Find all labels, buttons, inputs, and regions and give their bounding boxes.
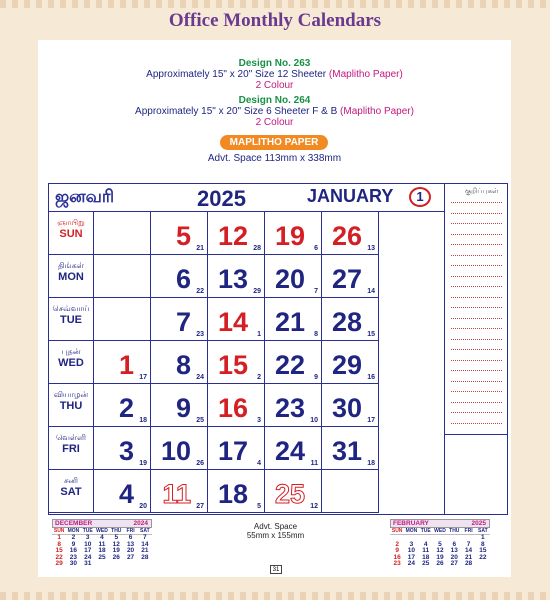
tamil-date-number: 22 xyxy=(196,288,204,295)
date-cell-19 xyxy=(265,212,322,255)
note-line xyxy=(451,412,502,413)
date-cell-10 xyxy=(151,427,208,470)
date-cell-23 xyxy=(265,384,322,427)
date-cell-5 xyxy=(151,212,208,255)
date-number: 7 xyxy=(175,307,191,337)
mini-date: 23 xyxy=(393,560,401,567)
tamil-date-number: 28 xyxy=(253,245,261,252)
note-line xyxy=(451,276,502,277)
mini-date: 18 xyxy=(98,547,106,554)
date-number: 12 xyxy=(217,221,248,251)
date-cell-30 xyxy=(322,384,379,427)
note-line xyxy=(451,234,502,235)
date-cell-empty xyxy=(322,470,379,513)
weekday-tamil: புதன் xyxy=(61,347,81,356)
mini-date xyxy=(109,561,123,568)
mini-date: 28 xyxy=(464,560,473,567)
lace-border-top xyxy=(0,0,550,8)
date-number: 8 xyxy=(175,350,191,380)
page-number: 31 xyxy=(270,565,282,574)
mini-day-header: SUN xyxy=(53,528,65,534)
note-line xyxy=(451,286,502,287)
date-cell-13 xyxy=(208,255,265,298)
mini-date: 7 xyxy=(466,540,471,548)
note-line xyxy=(451,349,502,350)
note-line xyxy=(451,328,502,329)
mini-date: 22 xyxy=(479,553,487,561)
weekday-tamil: செவ்வாய் xyxy=(52,304,90,313)
note-line xyxy=(451,423,502,424)
note-line xyxy=(451,213,502,214)
tamil-date-number: 17 xyxy=(139,374,147,381)
note-line xyxy=(451,391,502,392)
mini-date: 26 xyxy=(112,553,120,561)
mini-day-header: MON xyxy=(67,528,80,534)
date-number: 20 xyxy=(274,264,305,294)
design-264-spec: Approximately 15" x 20" Size 6 Sheeter F & B (Maplitho Paper) xyxy=(135,106,414,117)
mini-date: 1 xyxy=(481,534,485,541)
mini-date: 10 xyxy=(407,547,416,554)
mini-date: 19 xyxy=(112,547,120,554)
note-line xyxy=(451,402,502,403)
date-cell-21 xyxy=(265,298,322,341)
mini-date xyxy=(138,561,152,568)
mini-date xyxy=(95,561,109,568)
tamil-date-number: 18 xyxy=(367,460,375,467)
mini-date: 6 xyxy=(128,534,133,541)
note-line xyxy=(451,223,502,224)
date-cell-31 xyxy=(322,427,379,470)
tamil-date-number: 19 xyxy=(139,460,147,467)
mini-date: 16 xyxy=(393,553,401,561)
date-number: 24 xyxy=(274,436,305,466)
tamil-date-number: 4 xyxy=(257,460,261,467)
mini-date: 17 xyxy=(407,553,416,561)
date-cell-1 xyxy=(94,341,151,384)
date-cell-28 xyxy=(322,298,379,341)
tamil-date-number: 17 xyxy=(367,417,375,424)
mini-date: 19 xyxy=(436,553,444,561)
date-cell-8 xyxy=(151,341,208,384)
tamil-date-number: 26 xyxy=(196,460,204,467)
mini-date: 12 xyxy=(436,547,444,554)
mini-dec-year: 2024 xyxy=(133,520,148,527)
date-cell-15 xyxy=(208,341,265,384)
note-line xyxy=(451,255,502,256)
mini-date: 13 xyxy=(450,547,458,554)
lace-border-bottom xyxy=(0,592,550,600)
mini-date: 9 xyxy=(71,540,76,548)
mini-date: 17 xyxy=(84,547,92,554)
mini-feb-title: FEBRUARY xyxy=(393,520,429,527)
mini-date: 5 xyxy=(114,534,119,541)
date-number: 10 xyxy=(160,436,191,466)
date-number: 1 xyxy=(118,350,134,380)
mini-date: 24 xyxy=(84,553,92,561)
weekday-tamil: ஞாயிறு xyxy=(57,218,85,227)
mini-date: 22 xyxy=(55,553,63,561)
date-cell-12 xyxy=(208,212,265,255)
mini-calendar-february xyxy=(390,519,490,569)
mini-feb-year: 2025 xyxy=(471,520,486,527)
mini-date: 25 xyxy=(98,553,106,561)
date-cell-empty xyxy=(94,212,151,255)
mini-date: 20 xyxy=(126,547,135,554)
date-cell-4 xyxy=(94,470,151,513)
date-number: 3 xyxy=(118,436,134,466)
date-number: 9 xyxy=(175,393,191,423)
note-line xyxy=(451,318,502,319)
mini-day-header: SUN xyxy=(391,528,403,534)
tamil-date-number: 16 xyxy=(367,374,375,381)
date-number: 25 xyxy=(274,479,305,509)
note-line xyxy=(451,307,502,308)
mini-day-header: FRI xyxy=(126,528,135,534)
date-cell-18 xyxy=(208,470,265,513)
festival-list-panel xyxy=(444,434,507,514)
mini-date: 18 xyxy=(422,553,430,561)
weekday-tamil: திங்கள் xyxy=(58,261,84,270)
weekday-english: MON xyxy=(58,271,84,283)
tamil-date-number: 5 xyxy=(257,503,261,510)
date-number: 23 xyxy=(274,393,305,423)
date-number: 16 xyxy=(217,393,248,423)
date-number: 28 xyxy=(331,307,362,337)
mini-day-header: TUE xyxy=(420,528,431,534)
january-calendar xyxy=(48,183,508,515)
date-cell-29 xyxy=(322,341,379,384)
tamil-date-number: 25 xyxy=(196,417,204,424)
date-cell-7 xyxy=(151,298,208,341)
notes-title: குறிப்புகள் xyxy=(465,188,499,195)
weekday-english: THU xyxy=(59,400,83,412)
mini-date: 4 xyxy=(423,540,428,548)
date-number: 19 xyxy=(274,221,305,251)
tamil-date-number: 9 xyxy=(314,374,318,381)
mini-date: 24 xyxy=(407,560,416,567)
mini-date: 14 xyxy=(464,547,473,554)
date-number: 14 xyxy=(217,307,248,337)
design-264-colour: 2 Colour xyxy=(255,117,294,128)
weekday-english: SAT xyxy=(60,486,82,498)
date-cell-22 xyxy=(265,341,322,384)
mini-date: 26 xyxy=(436,560,444,567)
date-number: 4 xyxy=(118,479,134,509)
mini-date: 9 xyxy=(395,547,399,554)
mini-date: 2 xyxy=(71,534,76,541)
date-number: 13 xyxy=(217,264,248,294)
advt-box-line1: Advt. Space xyxy=(253,522,298,531)
note-line xyxy=(451,265,502,266)
tamil-date-number: 23 xyxy=(196,331,204,338)
mini-date: 13 xyxy=(126,540,135,548)
mini-date: 20 xyxy=(450,553,458,561)
mini-day-header: SAT xyxy=(140,528,150,534)
date-number: 17 xyxy=(217,436,248,466)
note-line xyxy=(451,360,502,361)
date-cell-25 xyxy=(265,470,322,513)
tamil-date-number: 27 xyxy=(196,503,204,510)
note-line xyxy=(451,381,502,382)
tamil-date-number: 14 xyxy=(367,288,375,295)
mini-dec-title: DECEMBER xyxy=(55,520,93,527)
mini-date: 11 xyxy=(422,547,430,554)
date-cell-17 xyxy=(208,427,265,470)
month-header xyxy=(49,184,444,212)
mini-date: 15 xyxy=(479,547,487,554)
tamil-date-number: 6 xyxy=(314,245,318,252)
weekday-english: WED xyxy=(58,357,84,369)
design-264-label: Design No. 264 xyxy=(238,95,311,106)
date-number: 26 xyxy=(331,221,362,251)
date-number: 18 xyxy=(217,479,248,509)
tamil-date-number: 24 xyxy=(196,374,204,381)
tamil-date-number: 7 xyxy=(314,288,318,295)
mini-date: 16 xyxy=(69,547,78,554)
date-number: 15 xyxy=(217,350,248,380)
tamil-date-number: 18 xyxy=(139,417,147,424)
mini-day-header: WED xyxy=(434,528,446,534)
date-cell-14 xyxy=(208,298,265,341)
date-cell-3 xyxy=(94,427,151,470)
mini-day-header: THU xyxy=(111,528,122,534)
year-label: 2025 xyxy=(197,186,246,211)
mini-date: 2 xyxy=(395,540,399,548)
mini-date: 8 xyxy=(481,540,485,548)
tamil-date-number: 12 xyxy=(310,503,318,510)
mini-calendar-december xyxy=(52,519,152,569)
tamil-date-number: 20 xyxy=(139,503,147,510)
maplitho-badge: MAPLITHO PAPER xyxy=(220,135,328,150)
weekday-tamil: வியாழன் xyxy=(53,390,89,399)
mini-date xyxy=(123,561,137,568)
mini-day-header: TUE xyxy=(82,528,93,534)
weekday-tue xyxy=(49,298,94,341)
tamil-date-number: 29 xyxy=(253,288,261,295)
month-number-badge: 1 xyxy=(409,187,431,207)
note-line xyxy=(451,297,502,298)
month-name: JANUARY xyxy=(307,186,394,206)
mini-date: 15 xyxy=(55,547,63,554)
weekday-wed xyxy=(49,341,94,384)
date-number: 27 xyxy=(331,264,362,294)
mini-date: 23 xyxy=(69,553,78,561)
design-263-label: Design No. 263 xyxy=(238,58,311,69)
weekday-thu xyxy=(49,384,94,427)
date-cell-empty xyxy=(94,298,151,341)
note-line xyxy=(451,370,502,371)
mini-date: 14 xyxy=(141,540,149,548)
mini-date: 21 xyxy=(141,547,149,554)
date-cell-empty xyxy=(94,255,151,298)
mini-date: 21 xyxy=(464,553,473,561)
date-cell-9 xyxy=(151,384,208,427)
date-cell-26 xyxy=(322,212,379,255)
mini-date: 31 xyxy=(84,560,92,567)
tamil-date-number: 15 xyxy=(367,331,375,338)
mini-date: 7 xyxy=(143,534,147,541)
weekday-tamil: சனி xyxy=(64,476,78,485)
mini-date: 25 xyxy=(422,560,430,567)
tamil-date-number: 3 xyxy=(257,417,261,424)
design-263-spec: Approximately 15" x 20" Size 12 Sheeter (Maplitho Paper) xyxy=(146,69,403,80)
note-line xyxy=(451,244,502,245)
mini-date: 28 xyxy=(141,553,149,561)
date-number: 29 xyxy=(331,350,362,380)
mini-date: 4 xyxy=(100,534,104,541)
mini-date: 1 xyxy=(57,534,61,541)
date-number: 2 xyxy=(118,393,134,423)
date-cell-2 xyxy=(94,384,151,427)
notes-column xyxy=(444,184,507,434)
mini-day-header: MON xyxy=(405,528,418,534)
mini-date xyxy=(476,561,490,568)
mini-date: 30 xyxy=(69,560,78,567)
date-cell-11 xyxy=(151,470,208,513)
mini-day-header: FRI xyxy=(464,528,473,534)
weekday-english: FRI xyxy=(62,443,80,455)
date-cell-27 xyxy=(322,255,379,298)
date-number: 21 xyxy=(274,307,305,337)
tamil-date-number: 8 xyxy=(314,331,318,338)
mini-date: 3 xyxy=(409,540,414,548)
date-number: 31 xyxy=(331,436,362,466)
mini-date: 29 xyxy=(55,560,63,567)
weekday-sat xyxy=(49,470,94,513)
date-cell-20 xyxy=(265,255,322,298)
mini-date: 10 xyxy=(84,540,92,548)
date-number: 6 xyxy=(175,264,191,294)
tamil-month-name: ஜனவரி xyxy=(55,187,115,206)
design-263-colour: 2 Colour xyxy=(255,80,294,91)
mini-date: 11 xyxy=(98,540,106,548)
date-number: 22 xyxy=(274,350,305,380)
mini-date: 12 xyxy=(112,540,120,548)
advt-box-line2: 55mm x 155mm xyxy=(246,531,305,540)
date-cell-6 xyxy=(151,255,208,298)
mini-day-header: SAT xyxy=(478,528,488,534)
note-line xyxy=(451,202,502,203)
weekday-fri xyxy=(49,427,94,470)
tamil-date-number: 11 xyxy=(310,460,318,467)
advt-size-label: Advt. Space 113mm x 338mm xyxy=(207,153,342,164)
weekday-english: TUE xyxy=(60,314,82,326)
note-line xyxy=(451,339,502,340)
weekday-mon xyxy=(49,255,94,298)
weekday-tamil: வெள்ளி xyxy=(56,433,86,442)
date-number: 30 xyxy=(331,393,362,423)
tamil-date-number: 21 xyxy=(196,245,204,252)
tamil-date-number: 13 xyxy=(367,245,375,252)
mini-date: 8 xyxy=(57,540,61,548)
mini-date: 5 xyxy=(438,540,442,548)
tamil-date-number: 1 xyxy=(257,331,261,338)
mini-date: 3 xyxy=(85,534,90,541)
mini-date: 27 xyxy=(450,560,458,567)
date-number: 11 xyxy=(162,479,191,509)
tamil-date-number: 2 xyxy=(257,374,261,381)
mini-day-header: WED xyxy=(96,528,108,534)
mini-day-header: THU xyxy=(449,528,460,534)
mini-date: 6 xyxy=(452,540,457,548)
mini-date: 27 xyxy=(126,553,135,561)
weekday-english: SUN xyxy=(59,228,83,240)
calendar-sheet xyxy=(38,40,511,577)
tamil-date-number: 10 xyxy=(310,417,318,424)
date-cell-24 xyxy=(265,427,322,470)
weekday-sun xyxy=(49,212,94,255)
date-number: 5 xyxy=(175,221,191,251)
advt-space-box xyxy=(213,522,338,540)
page-title: Office Monthly Calendars xyxy=(168,10,382,31)
date-cell-16 xyxy=(208,384,265,427)
